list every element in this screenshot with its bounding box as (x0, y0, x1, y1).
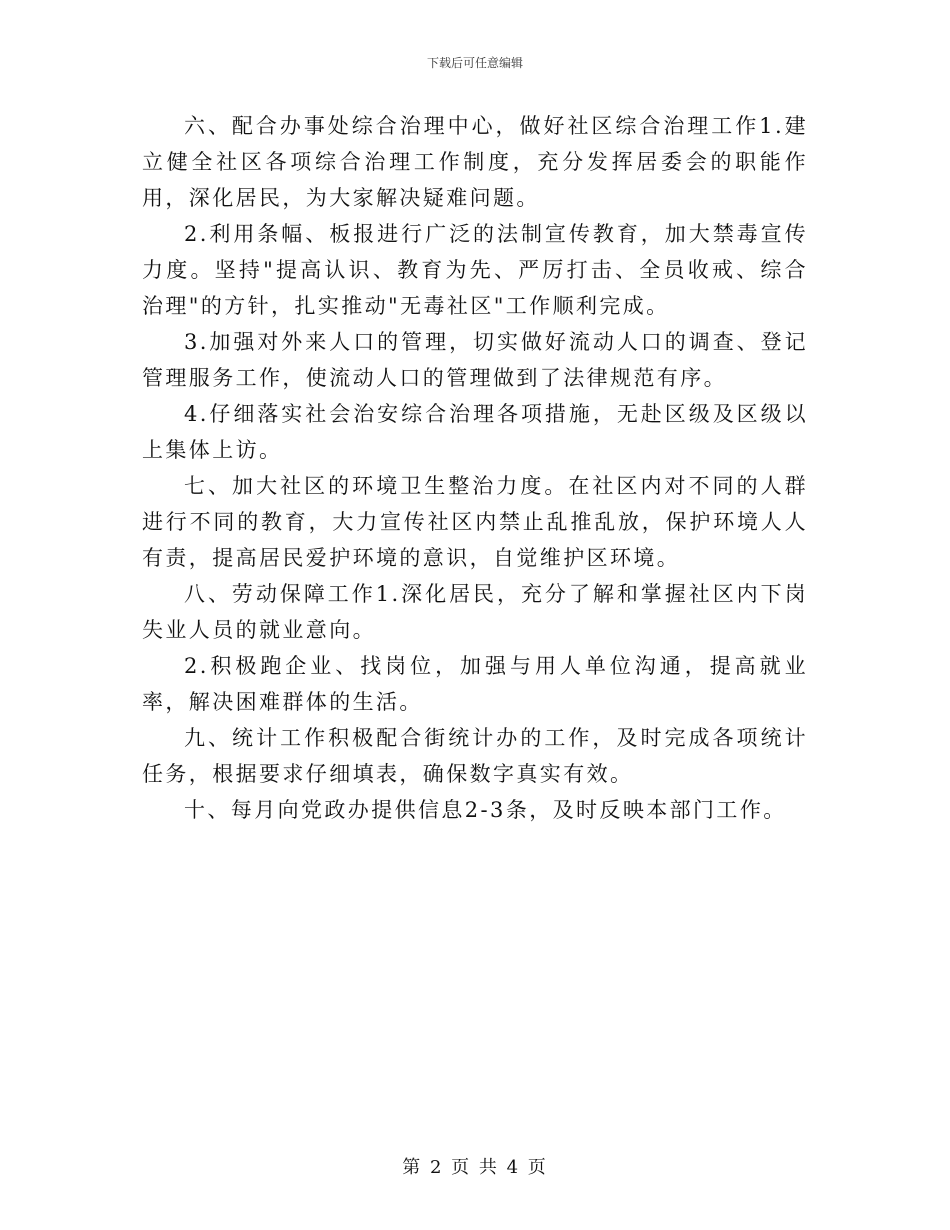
paragraph-item-3-floating-population: 3.加强对外来人口的管理，切实做好流动人口的调查、登记管理服务工作，使流动人口的管理做到了法律规范有序。 (142, 330, 808, 390)
paragraph-item-2-employment: 2.积极跑企业、找岗位，加强与用人单位沟通，提高就业率，解决困难群体的生活。 (142, 654, 808, 714)
paragraph-section-7: 七、加大社区的环境卫生整治力度。在社区内对不同的人群进行不同的教育，大力宣传社区内禁止乱推乱放，保护环境人人有责，提高居民爱护环境的意识，自觉维护区环境。 (142, 474, 808, 570)
document-body (142, 108, 808, 828)
paragraph-section-6: 六、配合办事处综合治理中心，做好社区综合治理工作1.建立健全社区各项综合治理工作制度，充分发挥居委会的职能作用，深化居民，为大家解决疑难问题。 (142, 114, 808, 210)
paragraph-item-4-public-security: 4.仔细落实社会治安综合治理各项措施，无赴区级及区级以上集体上访。 (142, 402, 808, 462)
paragraph-section-9: 九、统计工作积极配合街统计办的工作，及时完成各项统计任务，根据要求仔细填表，确保数字真实有效。 (142, 726, 808, 786)
page-number-footer: 第 2 页 共 4 页 (402, 1157, 548, 1178)
page-header: 下载后可任意编辑 (426, 56, 523, 70)
paragraph-section-8: 八、劳动保障工作1.深化居民，充分了解和掌握社区内下岗失业人员的就业意向。 (142, 582, 808, 642)
paragraph-item-2-legal-education: 2.利用条幅、板报进行广泛的法制宣传教育，加大禁毒宣传力度。坚持"提高认识、教育为先、严厉打击、全员收戒、综合治理"的方针，扎实推动"无毒社区"工作顺利完成。 (142, 222, 808, 318)
paragraph-section-10: 十、每月向党政办提供信息2-3条，及时反映本部门工作。 (184, 798, 787, 822)
